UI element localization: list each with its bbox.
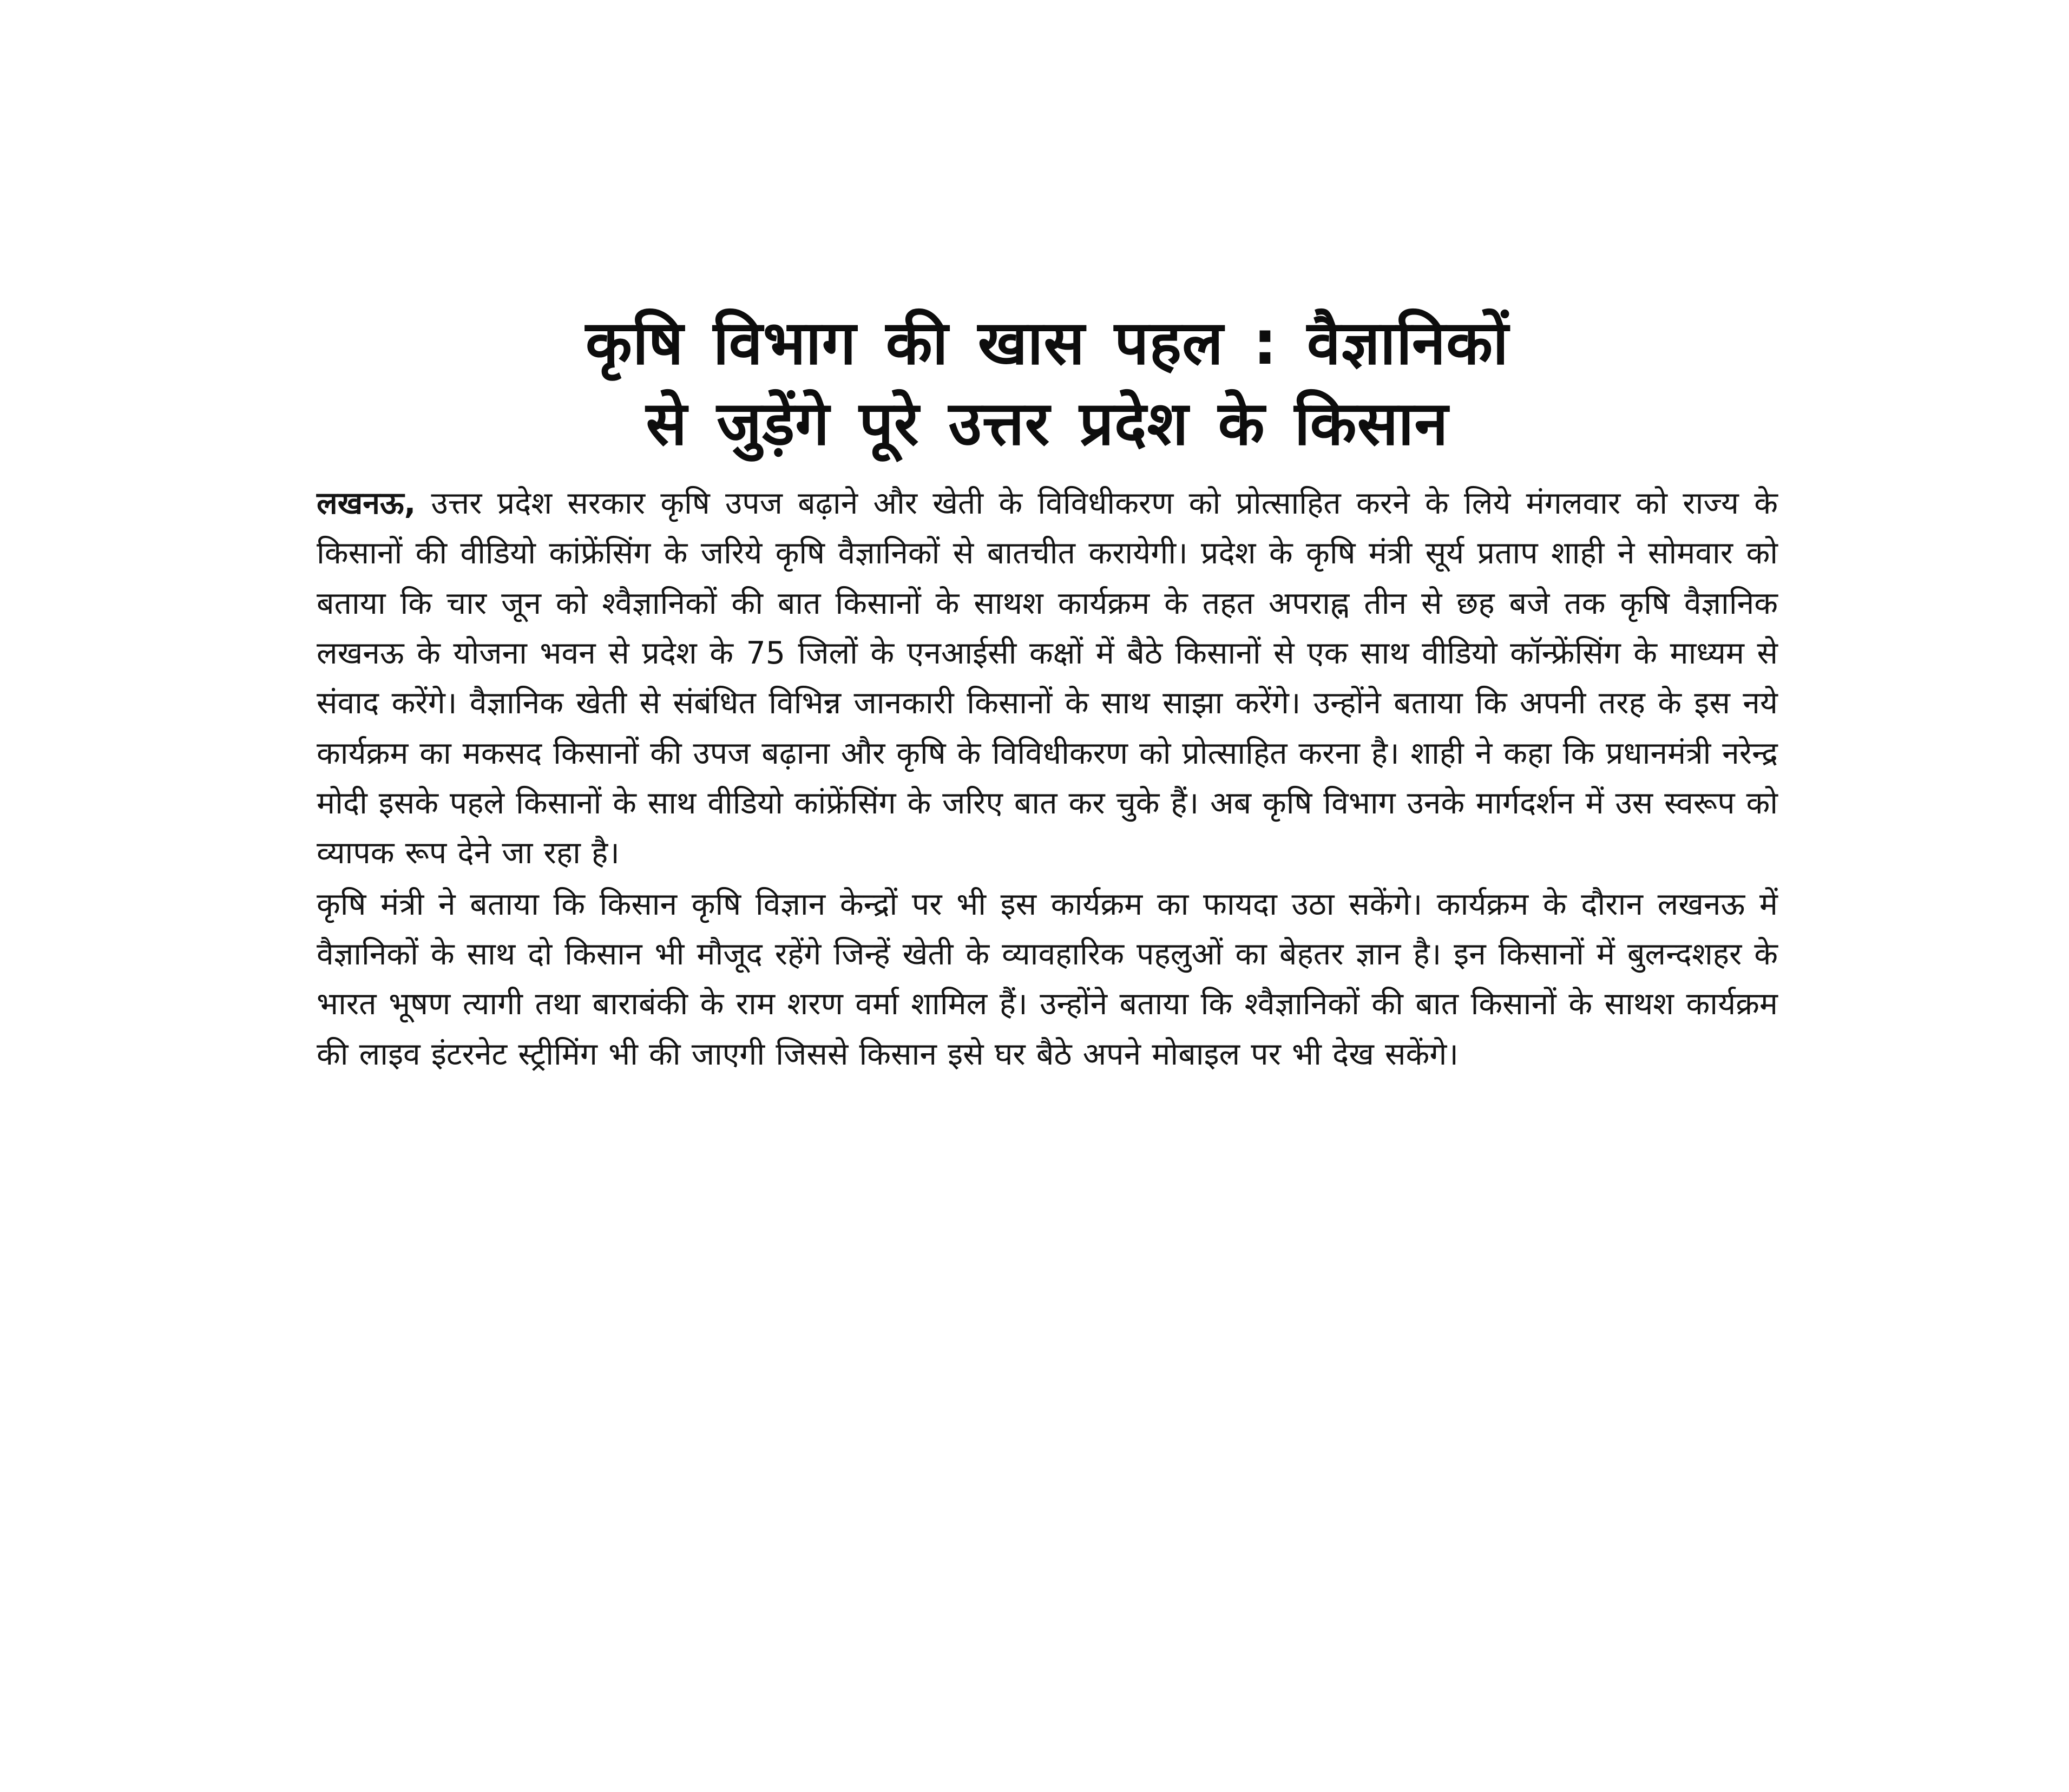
article-paragraph-2: कृषि मंत्री ने बताया कि किसान कृषि विज्ञान केन्द्रों पर भी इस कार्यक्रम का फायदा उठा सकेंगे। कार्यक्रम के दौरान लखनऊ में वैज्ञानिकों के साथ दो किसान भी मौजूद रहेंगे जिन्हें खेती के व्यावहारिक पहलुओं का बेहतर ज्ञान है। इन किसानों में बुलन्दशहर के भारत भूषण त्यागी तथा बाराबंकी के राम शरण वर्मा शामिल हैं। उन्होंने बताया कि श्वैज्ञानिकों की बात किसानों के साथश कार्यक्रम की लाइव इंटरनेट स्ट्रीमिंग भी की जाएगी जिससे किसान इसे घर बैठे अपने मोबाइल पर भी देख सकेंगे। <box>317 886 1778 1072</box>
headline-line-1: कृषि विभाग की खास पहल : वैज्ञानिकों <box>585 308 1509 378</box>
article-clipping <box>317 303 1778 1079</box>
article-paragraph-1 <box>317 478 1778 878</box>
article-headline <box>317 303 1778 464</box>
dateline: लखनऊ, <box>317 485 416 521</box>
paragraph-1-text: उत्तर प्रदेश सरकार कृषि उपज बढ़ाने और खेती के विविधीकरण को प्रोत्साहित करने के लिये मंगलवार को राज्य के किसानों की वीडियो कांफ्रेंसिंग के जरिये कृषि वैज्ञानिकों से बातचीत करायेगी। प्रदेश के कृषि मंत्री सूर्य प्रताप शाही ने सोमवार को बताया कि चार जून को श्वैज्ञानिकों की बात किसानों के साथश कार्यक्रम के तहत अपराह्न तीन से छह बजे तक कृषि वैज्ञानिक लखनऊ के योजना भवन से प्रदेश के 75 जिलों के एनआईसी कक्षों में बैठे किसानों से एक साथ वीडियो कॉन्फ्रेंसिंग के माध्यम से संवाद करेंगे। वैज्ञानिक खेती से संबंधित विभिन्न जानकारी किसानों के साथ साझा करेंगे। उन्होंने बताया कि अपनी तरह के इस नये कार्यक्रम का मकसद किसानों की उपज बढ़ाना और कृषि के विविधीकरण को प्रोत्साहित करना है। शाही ने कहा कि प्रधानमंत्री नरेन्द्र मोदी इसके पहले किसानों के साथ वीडियो कांफ्रेंसिंग के जरिए बात कर चुके हैं। अब कृषि विभाग उनके मार्गदर्शन में उस स्वरूप को व्यापक रूप देने जा रहा है। <box>317 485 1778 871</box>
headline-line-2: से जुड़ेंगे पूरे उत्तर प्रदेश के किसान <box>646 388 1449 459</box>
